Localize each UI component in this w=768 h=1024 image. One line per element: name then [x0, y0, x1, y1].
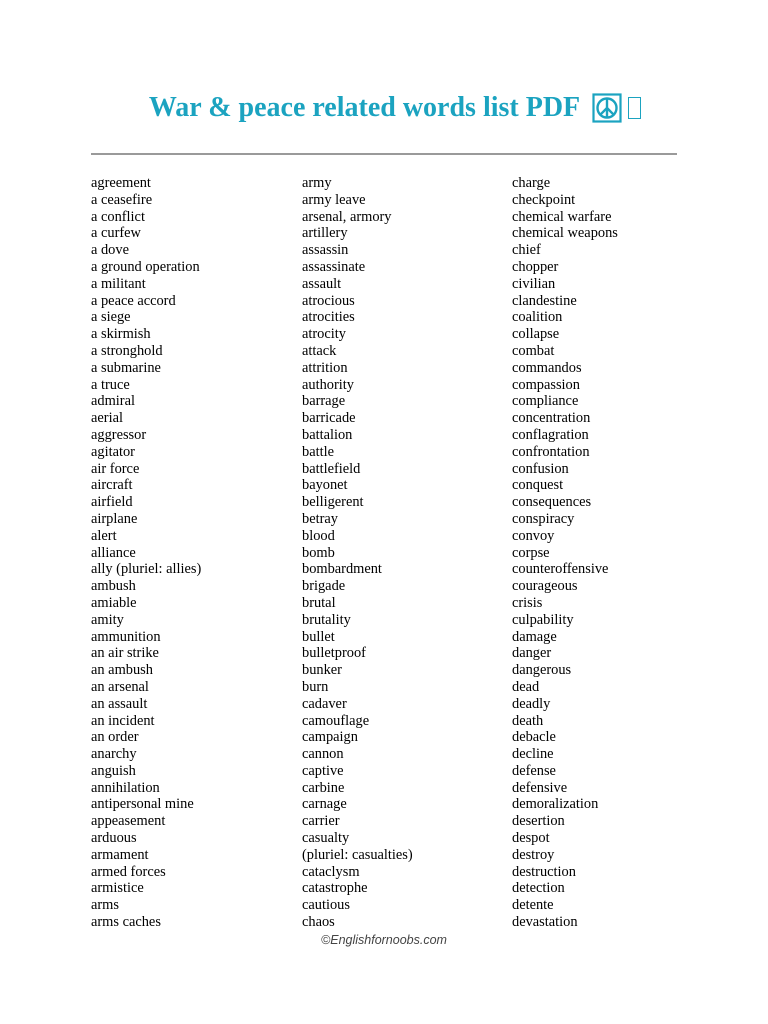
- word-item: cadaver: [302, 695, 347, 712]
- word-item: defense: [512, 762, 556, 779]
- word-item: confrontation: [512, 443, 590, 460]
- copyright-footer: ©Englishfornoobs.com: [321, 933, 447, 947]
- word-item: amiable: [91, 594, 137, 611]
- word-item: a siege: [91, 309, 131, 326]
- word-item: carrier: [302, 813, 340, 830]
- word-item: cautious: [302, 897, 350, 914]
- word-item: concentration: [512, 410, 591, 427]
- word-item: compassion: [512, 376, 580, 393]
- word-item: arduous: [91, 830, 137, 847]
- word-item: annihilation: [91, 779, 160, 796]
- word-column-1: [91, 175, 201, 931]
- word-item: a dove: [91, 242, 129, 259]
- word-item: ammunition: [91, 628, 161, 645]
- word-item: anguish: [91, 762, 136, 779]
- word-item: cannon: [302, 746, 344, 763]
- word-item: atrocities: [302, 309, 355, 326]
- page-title: [0, 88, 768, 128]
- word-item: decline: [512, 746, 554, 763]
- word-item: cataclysm: [302, 863, 360, 880]
- word-item: camouflage: [302, 712, 370, 729]
- word-item: civilian: [512, 275, 556, 292]
- word-item: a militant: [91, 275, 146, 292]
- word-item: a curfew: [91, 225, 141, 242]
- word-item: arsenal, armory: [302, 208, 392, 225]
- word-item: army: [302, 175, 332, 191]
- word-item: a truce: [91, 376, 130, 393]
- word-item: assassin: [302, 242, 349, 259]
- word-item: demoralization: [512, 796, 599, 813]
- word-item: army leave: [302, 191, 366, 208]
- word-item: bunker: [302, 662, 342, 679]
- word-item: danger: [512, 645, 552, 662]
- word-item: chaos: [302, 914, 335, 931]
- word-item: an arsenal: [91, 678, 149, 695]
- word-item: atrocious: [302, 292, 355, 309]
- word-item: campaign: [302, 729, 358, 746]
- word-item: artillery: [302, 225, 348, 242]
- word-item: assassinate: [302, 258, 366, 275]
- word-item: captive: [302, 762, 344, 779]
- word-item: aerial: [91, 410, 123, 427]
- word-item: dead: [512, 678, 540, 695]
- word-item: a submarine: [91, 359, 161, 376]
- word-item: belligerent: [302, 494, 364, 511]
- word-item: coalition: [512, 309, 563, 326]
- word-item: brigade: [302, 578, 346, 595]
- word-item: conspiracy: [512, 510, 575, 527]
- word-item: armed forces: [91, 863, 166, 880]
- word-item: battlefield: [302, 460, 361, 477]
- word-item: appeasement: [91, 813, 166, 830]
- word-item: a peace accord: [91, 292, 176, 309]
- peace-symbol-icon: [592, 93, 622, 123]
- word-item: desertion: [512, 813, 565, 830]
- word-item: a ground operation: [91, 258, 200, 275]
- word-item: deadly: [512, 695, 551, 712]
- title-divider: [91, 153, 677, 155]
- word-item: armament: [91, 846, 149, 863]
- word-item: barricade: [302, 410, 356, 427]
- title-row: [149, 88, 641, 128]
- word-item: air force: [91, 460, 140, 477]
- word-item: consequences: [512, 494, 592, 511]
- word-item: checkpoint: [512, 191, 576, 208]
- word-item: blood: [302, 527, 335, 544]
- word-item: casualty: [302, 830, 350, 847]
- word-item: atrocity: [302, 326, 346, 343]
- word-item: convoy: [512, 527, 555, 544]
- word-item: an order: [91, 729, 139, 746]
- word-item: despot: [512, 830, 550, 847]
- word-item: brutality: [302, 611, 351, 628]
- word-item: bullet: [302, 628, 335, 645]
- word-item: death: [512, 712, 544, 729]
- word-item: courageous: [512, 578, 578, 595]
- word-item: brutal: [302, 594, 336, 611]
- word-item: ambush: [91, 578, 136, 595]
- missing-glyph-icon: [628, 97, 641, 119]
- word-item: chemical weapons: [512, 225, 618, 242]
- word-item: crisis: [512, 594, 543, 611]
- word-item: destruction: [512, 863, 576, 880]
- word-item: compliance: [512, 393, 579, 410]
- word-item: detente: [512, 897, 554, 914]
- word-item: counteroffensive: [512, 561, 609, 578]
- word-item: defensive: [512, 779, 568, 796]
- word-column-3: [512, 175, 618, 931]
- word-item: catastrophe: [302, 880, 368, 897]
- word-item: battle: [302, 443, 334, 460]
- word-item: chemical warfare: [512, 208, 612, 225]
- word-item: barrage: [302, 393, 346, 410]
- word-item: arms caches: [91, 914, 161, 931]
- word-item: bombardment: [302, 561, 382, 578]
- word-item: dangerous: [512, 662, 572, 679]
- word-item: chopper: [512, 258, 559, 275]
- word-item: aggressor: [91, 426, 147, 443]
- word-item: damage: [512, 628, 557, 645]
- word-item: anarchy: [91, 746, 137, 763]
- title-text: War & peace related words list PDF: [148, 92, 581, 123]
- word-item: antipersonal mine: [91, 796, 194, 813]
- word-item: bayonet: [302, 477, 348, 494]
- word-item: battalion: [302, 426, 353, 443]
- word-item: bulletproof: [302, 645, 366, 662]
- word-item: culpability: [512, 611, 574, 628]
- word-item: assault: [302, 275, 342, 292]
- word-item: amity: [91, 611, 124, 628]
- word-item: corpse: [512, 544, 550, 561]
- word-item: attack: [302, 342, 337, 359]
- word-item: alliance: [91, 544, 136, 561]
- word-item: a ceasefire: [91, 191, 153, 208]
- word-item: (pluriel: casualties): [302, 846, 413, 863]
- word-item: burn: [302, 678, 329, 695]
- word-item: chief: [512, 242, 541, 259]
- word-item: airfield: [91, 494, 133, 511]
- word-item: betray: [302, 510, 338, 527]
- word-item: arms: [91, 897, 119, 914]
- word-item: armistice: [91, 880, 144, 897]
- word-item: commandos: [512, 359, 582, 376]
- word-item: a stronghold: [91, 342, 163, 359]
- word-item: charge: [512, 175, 551, 191]
- word-item: combat: [512, 342, 555, 359]
- word-item: attrition: [302, 359, 348, 376]
- word-item: an incident: [91, 712, 155, 729]
- word-item: ally (pluriel: allies): [91, 561, 202, 578]
- word-item: an assault: [91, 695, 148, 712]
- word-item: collapse: [512, 326, 560, 343]
- word-item: aircraft: [91, 477, 133, 494]
- word-item: carbine: [302, 779, 345, 796]
- word-item: alert: [91, 527, 117, 544]
- word-item: agreement: [91, 175, 151, 191]
- word-item: carnage: [302, 796, 347, 813]
- word-item: a skirmish: [91, 326, 151, 343]
- word-column-2: [302, 175, 413, 931]
- word-item: airplane: [91, 510, 138, 527]
- word-item: conflagration: [512, 426, 589, 443]
- word-item: authority: [302, 376, 354, 393]
- word-item: agitator: [91, 443, 135, 460]
- word-item: destroy: [512, 846, 555, 863]
- word-item: confusion: [512, 460, 569, 477]
- word-item: bomb: [302, 544, 335, 561]
- word-item: an ambush: [91, 662, 153, 679]
- word-item: debacle: [512, 729, 556, 746]
- word-item: clandestine: [512, 292, 577, 309]
- word-item: detection: [512, 880, 565, 897]
- word-item: admiral: [91, 393, 135, 410]
- word-item: a conflict: [91, 208, 145, 225]
- word-item: conquest: [512, 477, 564, 494]
- word-item: devastation: [512, 914, 578, 931]
- word-item: an air strike: [91, 645, 159, 662]
